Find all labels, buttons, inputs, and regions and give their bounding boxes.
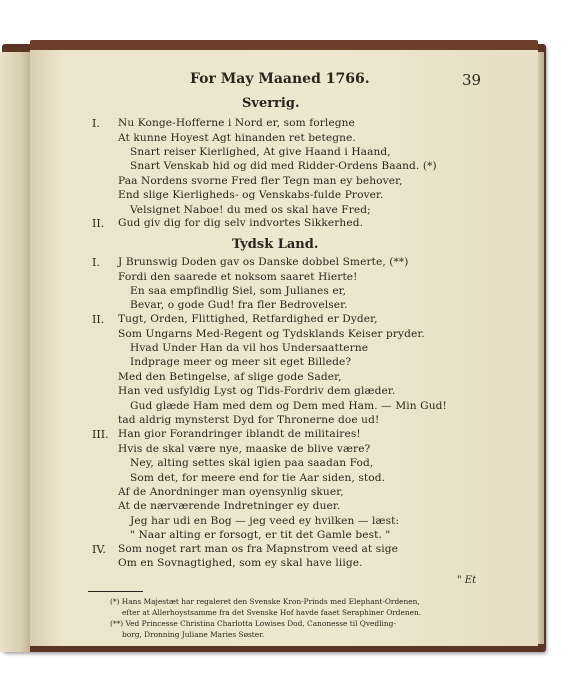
poem-line: tad aldrig mynsterst Dyd for Thronerne doe ud! (118, 414, 380, 426)
poem-line: End slige Kierligheds- og Venskabs-fulde Prover. (118, 189, 384, 201)
poem-line: Af de Anordninger man oyensynlig skuer, (118, 486, 344, 498)
poem-line: J Brunswig Doden gav os Danske dobbel Smerte, (**) (118, 256, 409, 268)
poem-line: Som Ungarns Med-Regent og Tydsklands Keiser pryder. (118, 328, 425, 340)
stanza-number: III. (92, 428, 109, 441)
poem-line: En saa empfindlig Siel, som Julianes er, (130, 285, 347, 297)
poem-line: Som noget rart man os fra Mapnstrom veed at sige (118, 543, 398, 555)
poem-line: Snart reiser Kierlighed, At give Haand i Haand, (130, 146, 391, 158)
poem-line: Indprage meer og meer sit eget Billede? (130, 356, 352, 368)
stanza-number: I. (92, 256, 100, 269)
poem-line: Om en Sovnagtighed, som ey skal have liige. (118, 557, 363, 569)
poem-line: Nu Konge-Hofferne i Nord er, som forlegne (118, 117, 355, 129)
poem-line: At de nærværende Indretninger ey duer. (118, 500, 341, 512)
poem-line: Ney, alting settes skal igien paa saadan Fod, (130, 457, 374, 469)
poem-line: Som det, for meere end for tie Aar siden, stod. (130, 472, 386, 484)
poem-line: Gud giv dig for dig selv indvortes Sikkerhed. (118, 217, 364, 229)
poem-line: Hvad Under Han da vil hos Undersaatterne (130, 342, 369, 354)
poem-line: Snart Venskab hid og did med Ridder-Ordens Baand. (*) (130, 160, 437, 172)
footnote-line: (*) Hans Majestæt har regaleret den Svenske Kron-Prinds med Elephant-Ordenen, (110, 597, 420, 606)
poem-line: Tugt, Orden, Flittighed, Retfardighed er Dyder, (118, 313, 378, 325)
footnote-rule (88, 591, 143, 592)
stanza-number: IV. (92, 543, 106, 556)
stanza-number: II. (92, 217, 105, 230)
poem-line: Bevar, o gode Gud! fra fler Bedrovelser. (130, 299, 348, 311)
poem-line: Han gior Forandringer iblandt de militaires! (118, 428, 361, 440)
poem-line: Hvis de skal være nye, maaske de blive være? (118, 443, 371, 455)
poem-line: Paa Nordens svorne Fred fler Tegn man ey behover, (118, 175, 403, 187)
page-stack-edge (538, 52, 544, 644)
footnote-line: efter at Allerhoystsamme fra det Svenske Hof havde faaet Seraphiner Ordenen. (122, 608, 422, 617)
poem-line: Fordi den saarede et noksom saaret Hierte! (118, 271, 358, 283)
poem-line: Velsignet Naboe! du med os skal have Fred; (130, 204, 371, 216)
poem-line: Jeg har udi en Bog — jeg veed ey hvilken — læst: (130, 515, 400, 527)
poem-line: Med den Betingelse, af slige gode Sader, (118, 371, 342, 383)
page-number: 39 (462, 71, 482, 89)
stanza-number: I. (92, 117, 100, 130)
stanza-number: II. (92, 313, 105, 326)
footnote-line: borg, Dronning Juliane Maries Søster. (122, 630, 265, 639)
running-header: For May Maaned 1766. (190, 71, 370, 87)
catchword: " Et (457, 575, 477, 586)
footnote-line: (**) Ved Princesse Christina Charlotta Lowises Dod, Canonesse til Qvedling- (110, 619, 396, 628)
left-page-edge (0, 52, 30, 652)
poem-line: " Naar alting er forsogt, er tit det Gamle best. " (130, 529, 391, 541)
poem-line: At kunne Hoyest Agt hinanden ret betegne. (118, 132, 356, 144)
section-heading-tydsk-land: Tydsk Land. (232, 237, 319, 252)
section-heading-sverrig: Sverrig. (242, 96, 300, 111)
poem-line: Han ved usfyldig Lyst og Tids-Fordriv dem glæder. (118, 385, 396, 397)
poem-line: Gud glæde Ham med dem og Dem med Ham. — Min Gud! (130, 400, 447, 412)
